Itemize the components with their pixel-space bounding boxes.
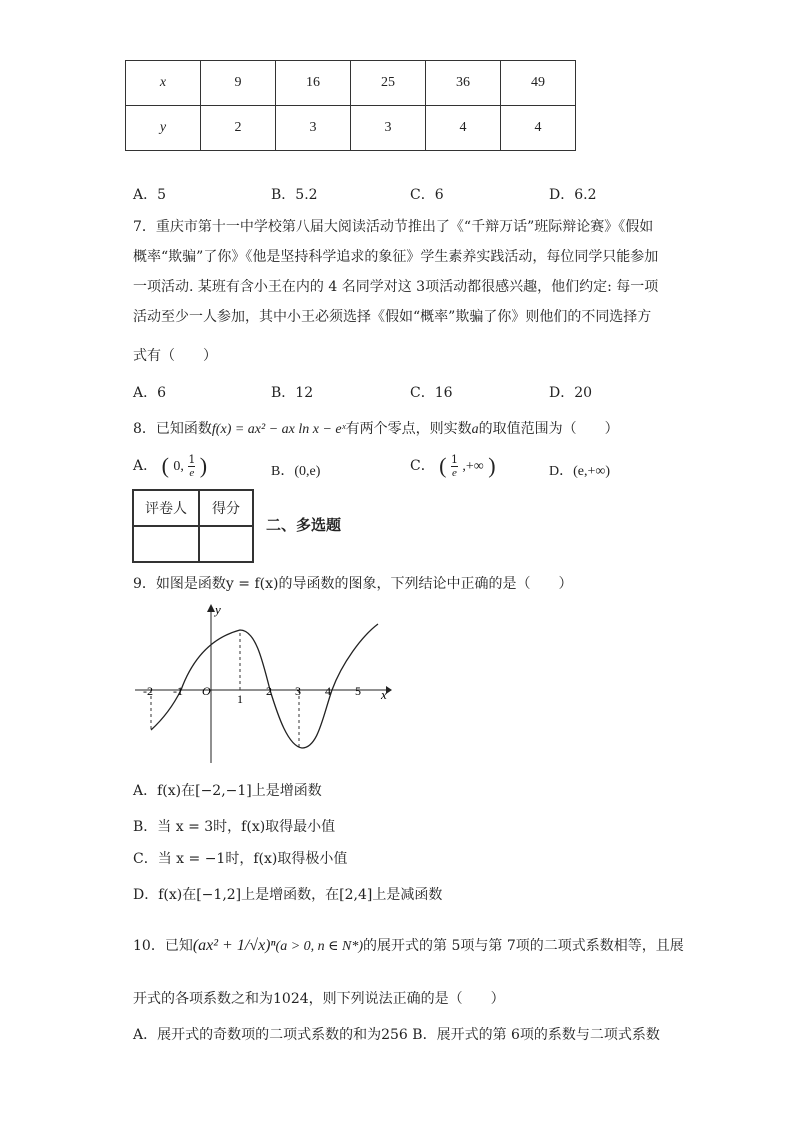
q7-option-c[interactable]: C．16 xyxy=(410,385,453,401)
tick-label: -2 xyxy=(143,684,153,698)
tick-label: 4 xyxy=(325,684,331,698)
q7-line-1: 7．重庆市第十一中学校第八届大阅读活动节推出了《“千辩万话”班际辩论赛》《假如 xyxy=(133,219,654,235)
table-cell: 3 xyxy=(276,106,351,151)
table-cell: 4 xyxy=(426,106,501,151)
q8-prefix: 8．已知函数 xyxy=(133,421,212,437)
score-cell-score[interactable] xyxy=(199,526,253,562)
q8-option-a-label: A． xyxy=(133,458,158,474)
tick-label: 3 xyxy=(295,684,301,698)
q8-variable: a xyxy=(471,422,479,437)
q10-line-2: 开式的各项系数之和为1024，则下列说法正确的是（ ） xyxy=(133,991,505,1007)
table-cell: 2 xyxy=(201,106,276,151)
fraction xyxy=(188,454,195,479)
table-header-x: x xyxy=(126,61,201,106)
origin-label: O xyxy=(202,684,211,698)
q9-option-a[interactable]: A．f(x)在[−2,−1]上是增函数 xyxy=(133,783,322,799)
table-cell: 9 xyxy=(201,61,276,106)
y-axis-label: y xyxy=(215,602,221,617)
table-cell: 36 xyxy=(426,61,501,106)
q8-stem xyxy=(133,418,619,438)
q7-option-a[interactable]: A．6 xyxy=(133,385,167,401)
q8-function: f(x) = ax² − ax ln x − eˣ xyxy=(211,422,346,437)
score-cell-grader[interactable] xyxy=(133,526,199,562)
table-cell: 25 xyxy=(351,61,426,106)
q8-suffix: 有两个零点，则实数 xyxy=(345,421,472,437)
table-cell: 4 xyxy=(501,106,576,151)
derivative-curve xyxy=(151,624,378,748)
table-row xyxy=(133,490,253,526)
fraction-denominator: e xyxy=(452,466,457,479)
q8-option-c-inner: ,+∞ xyxy=(462,459,484,474)
fraction xyxy=(451,454,458,479)
q10-suffix: 的展开式的第 5项与第 7项的二项式系数相等，且展 xyxy=(363,938,684,954)
q8-option-a[interactable] xyxy=(133,453,207,479)
q10-condition: (a > 0, n ∈ N*) xyxy=(275,939,364,954)
score-table xyxy=(132,489,254,563)
q10-line-3: A．展开式的奇数项的二项式系数的和为256 B．展开式的第 6项的系数与二项式系数 xyxy=(133,1027,660,1043)
table-cell: 49 xyxy=(501,61,576,106)
q7-option-d[interactable]: D．20 xyxy=(549,385,593,401)
q9-stem: 9．如图是函数y = f(x)的导函数的图象，下列结论中正确的是（ ） xyxy=(133,576,573,592)
paren-right: ) xyxy=(488,453,496,478)
tick-label: 2 xyxy=(266,684,272,698)
q8-option-a-inner: 0, xyxy=(173,459,184,474)
paren-left: ( xyxy=(161,453,169,478)
q6-option-a[interactable]: A．5 xyxy=(133,187,167,203)
q8-option-d[interactable]: D．(e,+∞) xyxy=(549,464,611,479)
paren-right: ) xyxy=(199,453,208,478)
score-header-score: 得分 xyxy=(199,490,253,526)
q7-line-5: 式有（ ） xyxy=(133,348,217,364)
table-cell: 3 xyxy=(351,106,426,151)
q10-expression: (ax² + 1/√x)ⁿ xyxy=(192,937,276,954)
table-header-y: y xyxy=(126,106,201,151)
fraction-denominator: e xyxy=(189,466,195,479)
q8-option-c[interactable] xyxy=(410,453,496,479)
q8-suffix-2: 的取值范围为（ ） xyxy=(478,421,619,437)
paren-left: ( xyxy=(439,453,447,478)
q7-line-3: 一项活动. 某班有含小王在内的 4 名同学对这 3项活动都很感兴趣，他们约定: 每一项 xyxy=(133,279,659,295)
tick-label: 1 xyxy=(237,692,243,706)
q8-option-c-label: C． xyxy=(410,458,435,474)
table-row xyxy=(126,106,576,151)
score-header-grader: 评卷人 xyxy=(133,490,199,526)
fraction-numerator: 1 xyxy=(188,452,196,466)
q6-option-c[interactable]: C．6 xyxy=(410,187,444,203)
x-axis-arrow xyxy=(386,686,392,694)
q7-line-4: 活动至少一人参加，其中小王必须选择《假如“概率”欺骗了你》则他们的不同选择方 xyxy=(133,309,652,325)
table-row xyxy=(126,61,576,106)
tick-label: 5 xyxy=(355,684,361,698)
q6-option-b[interactable]: B．5.2 xyxy=(271,187,318,203)
table-cell: 16 xyxy=(276,61,351,106)
x-axis-label: x xyxy=(381,687,387,702)
y-axis-arrow xyxy=(207,604,215,612)
q7-option-b[interactable]: B．12 xyxy=(271,385,314,401)
derivative-graph xyxy=(130,598,400,768)
q6-option-d[interactable]: D．6.2 xyxy=(549,187,597,203)
fraction-numerator: 1 xyxy=(450,452,458,466)
q10-stem xyxy=(133,935,684,955)
xy-table xyxy=(125,60,576,151)
q10-prefix: 10．已知 xyxy=(133,938,193,954)
q9-option-b[interactable]: B．当 x = 3时，f(x)取得最小值 xyxy=(133,819,336,835)
q9-option-d[interactable]: D．f(x)在[−1,2]上是增函数，在[2,4]上是减函数 xyxy=(133,887,443,903)
q9-option-c[interactable]: C．当 x = −1时，f(x)取得极小值 xyxy=(133,851,348,867)
q7-line-2: 概率“欺骗”了你》《他是坚持科学追求的象征》学生素养实践活动，每位同学只能参加 xyxy=(133,249,659,265)
q8-option-b[interactable]: B．(0,e) xyxy=(271,464,321,479)
table-row xyxy=(133,526,253,562)
tick-label: -1 xyxy=(173,684,183,698)
section-title: 二、多选题 xyxy=(266,516,342,534)
